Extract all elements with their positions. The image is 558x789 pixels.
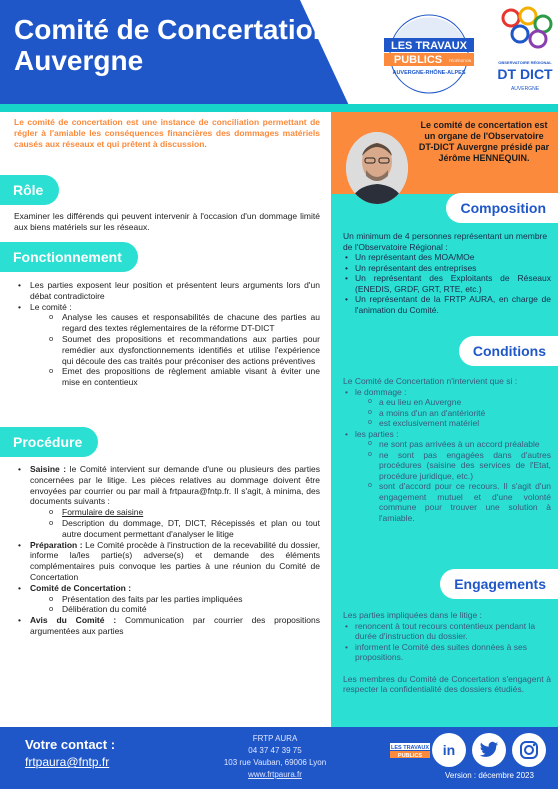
list-subitem: o Description du dommage, DT, DICT, Récepissés et plan ou tout autre document permettant d'analyser le litige (46, 518, 320, 540)
footer-logo-line1: LES TRAVAUX (391, 745, 429, 751)
list-subitem: o a eu lieu en Auvergne (367, 397, 551, 408)
list-subitem: o est exclusivement matériel (367, 418, 551, 429)
engagements-heading: Engagements (440, 569, 558, 599)
list-item: • Un représentant des entreprises (343, 263, 551, 274)
footer-phone: 04 37 47 39 75 (248, 746, 302, 755)
footer-logo-line2: PUBLICS (397, 753, 423, 759)
list-item (14, 615, 320, 637)
procedure-heading: Procédure (0, 427, 98, 457)
conditions-intro: Le Comité de Concertation n'intervient que si : (343, 376, 518, 386)
logo-tp-sub1: FÉDÉRATION (448, 59, 472, 63)
list-item (343, 387, 551, 429)
list-item: • Un représentant des MOA/MOe (343, 252, 551, 263)
parties-label: les parties : (355, 428, 399, 439)
list-subitem: o ne sont pas arrivées à un accord préalable (367, 439, 551, 450)
list-item (343, 429, 551, 524)
role-heading: Rôle (0, 175, 59, 205)
engagements-intro: Les parties impliquées dans le litige : (343, 610, 482, 620)
logo-dt-line2: DT DICT (497, 66, 553, 82)
title-line-2: Auvergne (14, 45, 144, 76)
avis-text: Communication par courrier des propositions argumentées aux parties (30, 615, 320, 636)
title-line-1: Comité de Concertation (14, 14, 330, 45)
list-item (14, 302, 320, 388)
footer-address (215, 733, 335, 781)
fonctionnement-heading: Fonctionnement (0, 242, 138, 272)
composition-heading: Composition (446, 193, 558, 223)
logo-tp-line2: PUBLICS (393, 54, 443, 66)
conditions-heading: Conditions (459, 336, 558, 366)
list-subitem: o a moins d'un an d'antériorité (367, 408, 551, 419)
observatoire-dt-dict-logo (494, 6, 556, 98)
footer-street: 103 rue Vauban, 69006 Lyon (223, 758, 327, 767)
list-subitem: o Présentation des faits par les parties impliquées (46, 594, 320, 605)
composition-content (343, 231, 551, 315)
preparation-text: Le Comité procède à l'instruction de la recevabilité du dossier, informe la/les partie(s) adverse(s) et demande des éléments complémentaires puis convoque les parties à une réunion du Comité de Concertation (30, 539, 320, 582)
list-subitem: o sont d'accord pour ce recours. Il s'agit d'un engagement mutuel et d'une volonté commune pour trouver une solution à l'amiable. (367, 481, 551, 523)
dommage-label: le dommage : (355, 386, 407, 397)
list-subitem: o ne sont pas engagées dans d'autres procédures (saisine des services de l'Etat, procédure juridique, etc.) (367, 450, 551, 482)
list-item-label: Le comité : (30, 301, 72, 312)
procedure-list (14, 464, 320, 637)
list-subitem: o Analyse les causes et responsabilités de chacune des parties au regard des textes réglementaires de la réforme DT-DICT (46, 312, 320, 334)
list-subitem: o Emet des propositions de règlement amiable visant à éviter une mise en contentieux (46, 366, 320, 388)
travaux-publics-logo (378, 14, 480, 94)
footer-website-link[interactable]: www.frtpaura.fr (248, 770, 302, 779)
logo-dt-line3: AUVERGNE (510, 86, 540, 92)
engagements-outro: Les membres du Comité de Concertation s'engagent à respecter la confidentialité des dossiers étudiés. (343, 673, 551, 694)
footer-org: FRTP AURA (252, 734, 298, 743)
formulaire-saisine-link[interactable]: Formulaire de saisine (62, 507, 144, 518)
logo-dt-line1: OBSERVATOIRE RÉGIONAL (498, 60, 552, 65)
list-item (14, 540, 320, 583)
list-item: • renoncent à tout recours contentieux pendant la durée d'instruction du dossier. (343, 621, 551, 642)
president-photo (346, 132, 408, 204)
instagram-icon[interactable] (512, 733, 546, 767)
list-item: • Les parties exposent leur position et présentent leurs arguments lors d'un débat contradictoire (14, 280, 320, 302)
composition-intro: Un minimum de 4 personnes représentant un membre de l'Observatoire Régional : (343, 231, 548, 252)
preparation-label: Préparation : (30, 539, 83, 550)
twitter-icon[interactable] (472, 733, 506, 767)
list-item (14, 583, 320, 615)
header-teal-stripe (0, 104, 558, 112)
engagements-content (343, 610, 551, 695)
linkedin-icon-glyph: in (442, 742, 456, 758)
contact-email-link[interactable]: frtpaura@fntp.fr (25, 755, 110, 769)
list-subitem (46, 507, 320, 518)
saisine-label: Saisine : (30, 464, 67, 474)
list-item: • informent le Comité des suites données à ses propositions. (343, 642, 551, 663)
footer-travaux-publics-logo (390, 735, 430, 767)
saisine-text: le Comité intervient sur demande d'une ou plusieurs des parties concernées par le litige. Les pièces relatives au dommage doivent être envoyées par courrier ou par mail à frtpaura@fntp.fr. Il s'agit, à minima, des documents suivants : (30, 464, 320, 507)
role-text: Examiner les différends qui peuvent intervenir à l'occasion d'un dommage limité aux biens matériels sur les réseaux. (14, 211, 320, 232)
contact-title: Votre contact : (25, 737, 116, 752)
version-text: Version : décembre 2023 (445, 771, 534, 780)
list-item (14, 464, 320, 540)
list-item: • Un représentant des Exploitants de Réseaux (ENEDIS, GRDF, GRT, RTE, etc.) (343, 273, 551, 294)
logo-tp-sub2: AUVERGNE-RHÔNE-ALPES (392, 70, 466, 76)
list-item: • Un représentant de la FRTP AURA, en charge de l'animation du Comité. (343, 294, 551, 315)
list-subitem: o Délibération du comité (46, 604, 320, 615)
linkedin-icon[interactable] (432, 733, 466, 767)
comite-label: Comité de Concertation : (30, 582, 132, 593)
fonctionnement-list (14, 280, 320, 388)
observatoire-note: Le comité de concertation est un organe de l'Observatoire DT-DICT Auvergne présidé par Jérôme HENNEQUIN. (418, 120, 550, 163)
intro-text: Le comité de concertation est une instance de conciliation permettant de régler à l'amiable les conséquences financières des dommages matériels causés aux réseaux et qui prêtent à discussion. (14, 117, 320, 149)
logo-tp-line1: LES TRAVAUX (391, 40, 467, 52)
list-subitem: o Soumet des propositions et recommandations aux parties pour remédier aux dysfonctionnements identifiés et utilise l'expérience qui découle des cas traités pour préconiser des actions préventives (46, 334, 320, 366)
avis-label: Avis du Comité : (30, 615, 117, 626)
page-title (14, 14, 330, 76)
conditions-content (343, 376, 551, 523)
